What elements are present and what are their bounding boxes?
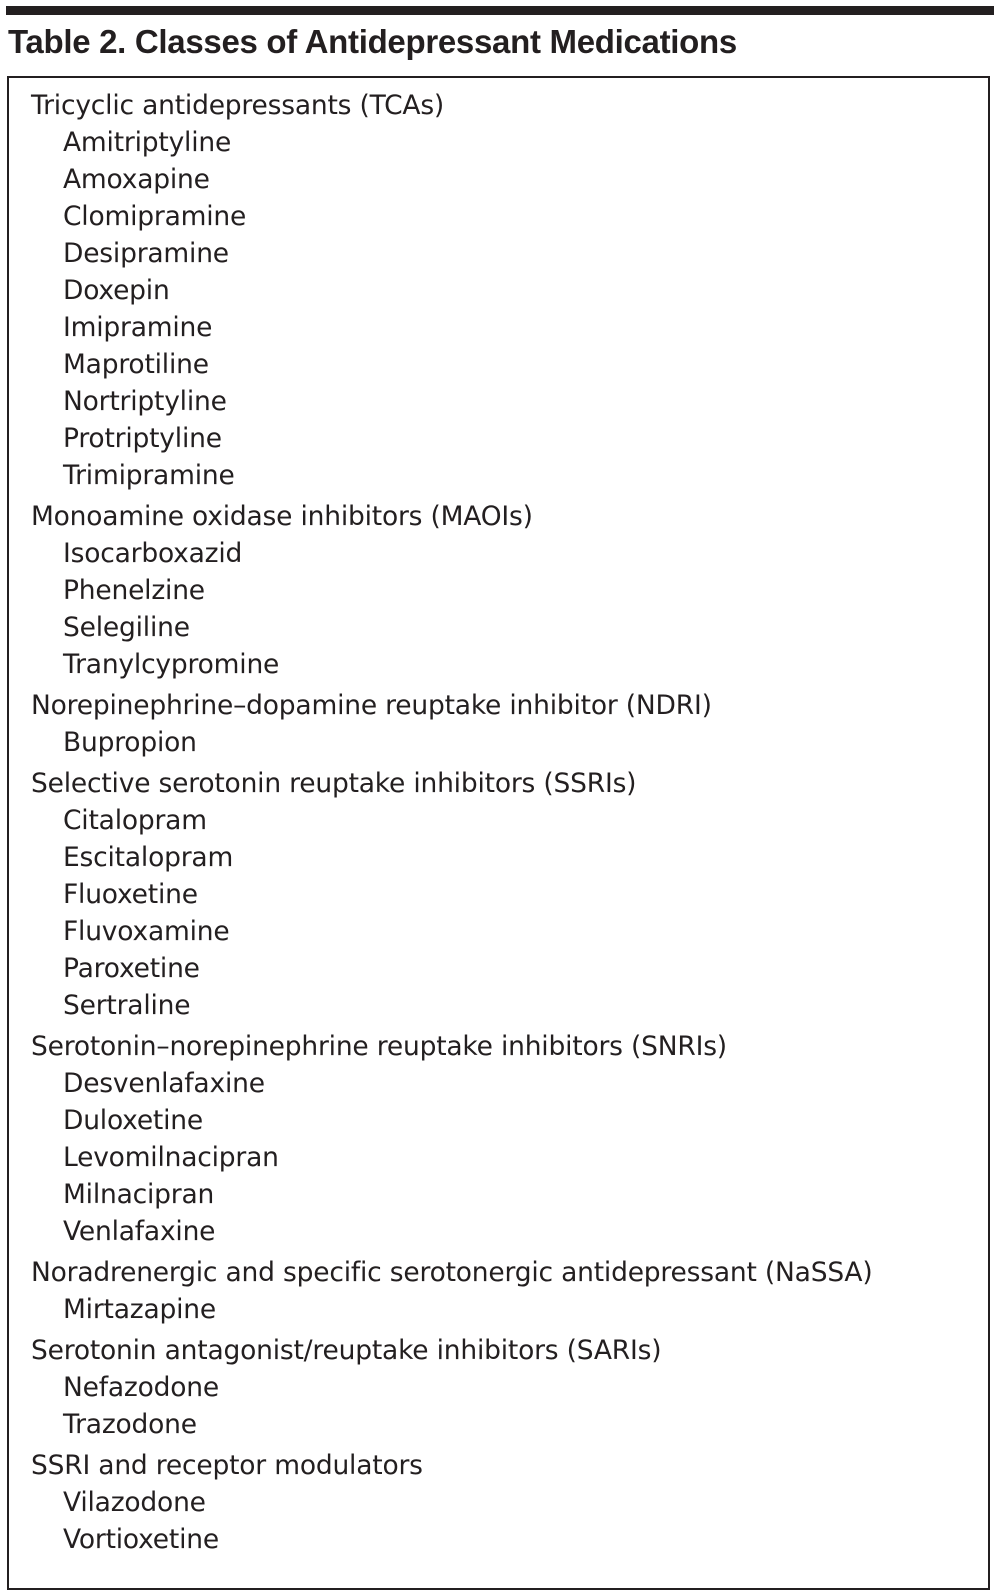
drug-class-group: [31, 1447, 873, 1558]
drug-class-name: Serotonin–norepinephrine reuptake inhibitors (SNRIs): [31, 1031, 727, 1062]
drug-name: Citalopram: [63, 805, 207, 836]
drug-name: Protriptyline: [63, 423, 222, 454]
drug-name: Desipramine: [63, 238, 229, 269]
drug-list: [31, 724, 873, 761]
drug-class-name: Serotonin antagonist/reuptake inhibitors (SARIs): [31, 1335, 662, 1366]
drug-class-name: Monoamine oxidase inhibitors (MAOIs): [31, 501, 533, 532]
drug-class-name: Noradrenergic and specific serotonergic antidepressant (NaSSA): [31, 1257, 873, 1288]
drug-list: [31, 802, 873, 1024]
drug-class-name: Selective serotonin reuptake inhibitors (SSRIs): [31, 768, 637, 799]
drug-name: Fluvoxamine: [63, 916, 230, 947]
top-rule: [6, 6, 994, 15]
drug-name: Trazodone: [63, 1409, 197, 1440]
class-list: [31, 87, 873, 1562]
drug-name: Nortriptyline: [63, 386, 227, 417]
drug-name: Amoxapine: [63, 164, 210, 195]
drug-name: Mirtazapine: [63, 1294, 216, 1325]
drug-class-group: [31, 1028, 873, 1250]
drug-name: Levomilnacipran: [63, 1142, 279, 1173]
drug-class-group: [31, 87, 873, 494]
drug-name: Isocarboxazid: [63, 538, 243, 569]
drug-list: [31, 1291, 873, 1328]
drug-name: Selegiline: [63, 612, 190, 643]
drug-name: Doxepin: [63, 275, 170, 306]
drug-name: Imipramine: [63, 312, 213, 343]
medication-table: [7, 76, 990, 1590]
drug-class-name: Tricyclic antidepressants (TCAs): [31, 90, 445, 121]
drug-name: Venlafaxine: [63, 1216, 216, 1247]
drug-name: Trimipramine: [63, 460, 235, 491]
drug-name: Milnacipran: [63, 1179, 215, 1210]
drug-name: Tranylcypromine: [63, 649, 280, 680]
drug-name: Escitalopram: [63, 842, 234, 873]
drug-list: [31, 124, 873, 494]
drug-name: Paroxetine: [63, 953, 200, 984]
drug-list: [31, 1484, 873, 1558]
drug-name: Nefazodone: [63, 1372, 219, 1403]
drug-class-group: [31, 687, 873, 761]
drug-class-group: [31, 1332, 873, 1443]
drug-name: Desvenlafaxine: [63, 1068, 265, 1099]
drug-name: Vilazodone: [63, 1487, 206, 1518]
drug-name: Maprotiline: [63, 349, 209, 380]
drug-class-name: SSRI and receptor modulators: [31, 1450, 423, 1481]
drug-list: [31, 535, 873, 683]
drug-class-group: [31, 1254, 873, 1328]
drug-name: Fluoxetine: [63, 879, 198, 910]
drug-name: Bupropion: [63, 727, 197, 758]
drug-list: [31, 1065, 873, 1250]
drug-name: Clomipramine: [63, 201, 247, 232]
table-title: Table 2. Classes of Antidepressant Medications: [8, 23, 737, 60]
drug-name: Amitriptyline: [63, 127, 232, 158]
drug-list: [31, 1369, 873, 1443]
drug-name: Duloxetine: [63, 1105, 203, 1136]
drug-name: Sertraline: [63, 990, 191, 1021]
drug-class-name: Norepinephrine–dopamine reuptake inhibitor (NDRI): [31, 690, 712, 721]
drug-class-group: [31, 765, 873, 1024]
drug-class-group: [31, 498, 873, 683]
drug-name: Vortioxetine: [63, 1524, 219, 1555]
drug-name: Phenelzine: [63, 575, 205, 606]
